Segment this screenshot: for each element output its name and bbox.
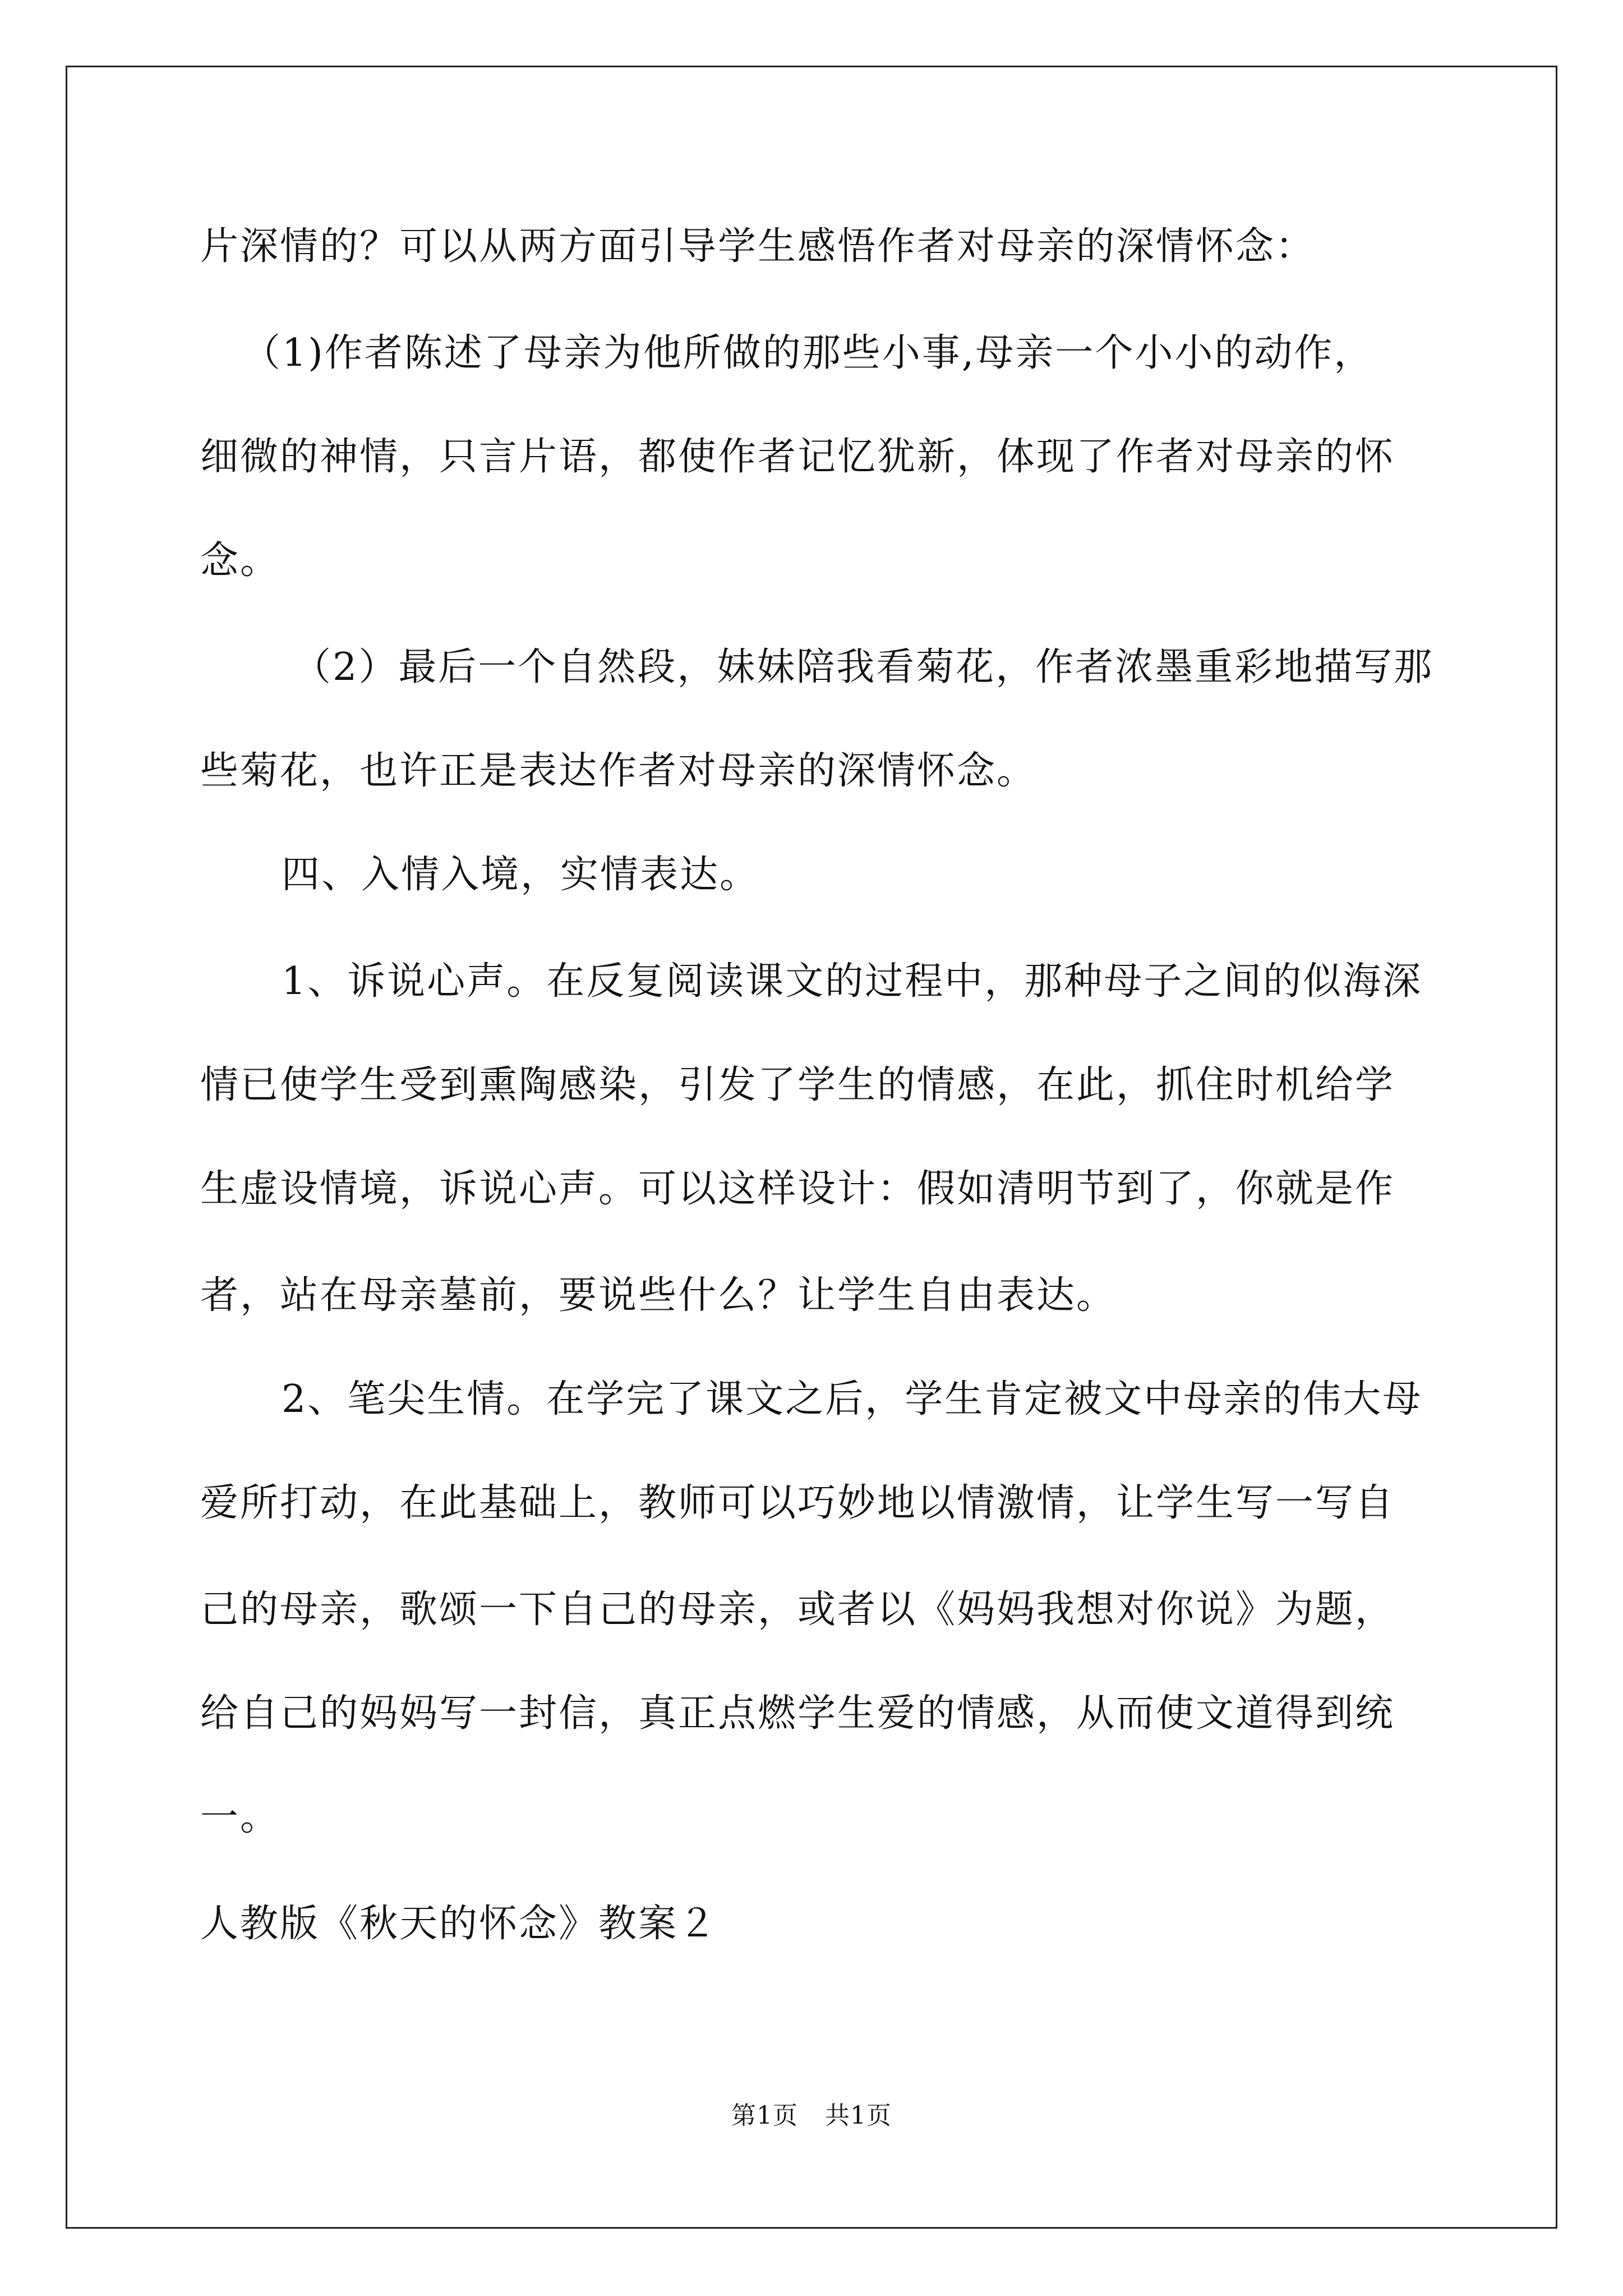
page-total: 共1页	[825, 2101, 892, 2130]
page-number: 第1页	[731, 2101, 798, 2130]
text-line: 2、笔尖生情。在学完了课文之后，学生肯定被文中母亲的伟大母	[282, 1377, 1423, 1421]
text-line: 情已使学生受到熏陶感染，引发了学生的情感，在此，抓住时机给学	[200, 1063, 1395, 1107]
text-line: 爱所打动，在此基础上，教师可以巧妙地以情激情，让学生写一写自	[200, 1481, 1395, 1525]
text-line: 些菊花，也许正是表达作者对母亲的深情怀念。	[200, 749, 1037, 793]
text-line: 念。	[200, 539, 280, 583]
page-footer	[0, 2099, 1623, 2133]
text-line: （2）最后一个自然段，妹妹陪我看菊花，作者浓墨重彩地描写那	[293, 645, 1434, 689]
text-line: 生虚设情境，诉说心声。可以这样设计：假如清明节到了，你就是作	[200, 1167, 1395, 1211]
text-line: 1、诉说心声。在反复阅读课文的过程中，那种母子之间的似海深	[282, 959, 1423, 1004]
text-line: 者，站在母亲墓前，要说些什么？让学生自由表达。	[200, 1273, 1117, 1318]
section-heading: 四、入情入境，实情表达。	[282, 853, 760, 897]
text-line: 细微的神情，只言片语，都使作者记忆犹新，体现了作者对母亲的怀	[200, 435, 1395, 479]
text-line: （1)作者陈述了母亲为他所做的那些小事,母亲一个小小的动作，	[242, 331, 1374, 375]
text-line: 给自己的妈妈写一封信，真正点燃学生爱的情感，从而使文道得到统	[200, 1691, 1395, 1736]
text-line: 片深情的？可以从两方面引导学生感悟作者对母亲的深情怀念：	[200, 224, 1316, 269]
text-line: 己的母亲，歌颂一下自己的母亲，或者以《妈妈我想对你说》为题，	[200, 1588, 1395, 1632]
text-line: 一。	[200, 1795, 280, 1839]
document-title: 人教版《秋天的怀念》教案２	[200, 1902, 718, 1946]
